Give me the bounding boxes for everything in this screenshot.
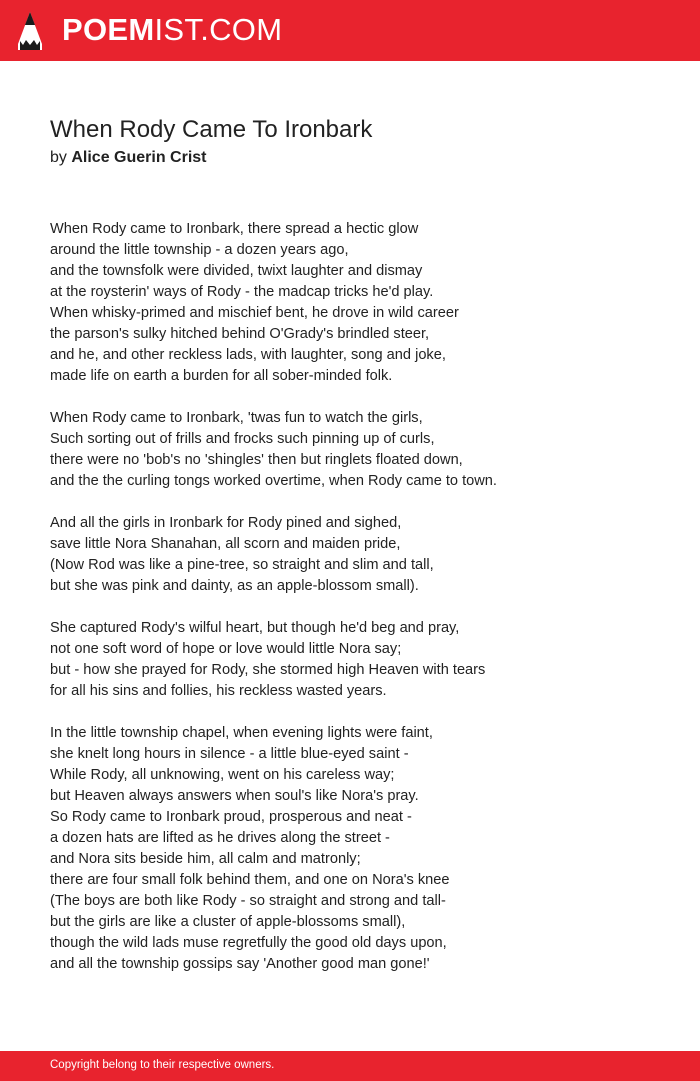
poem-line: (Now Rod was like a pine-tree, so straight and slim and tall, bbox=[50, 557, 434, 573]
poem-line: And all the girls in Ironbark for Rody pined and sighed, bbox=[50, 515, 402, 531]
poem-line: and the townsfolk were divided, twixt laughter and dismay bbox=[50, 263, 423, 279]
poem-line: there are four small folk behind them, and one on Nora's knee bbox=[50, 872, 450, 888]
poem-line: but she was pink and dainty, as an apple-blossom small). bbox=[50, 578, 419, 594]
poem-line: around the little township - a dozen years ago, bbox=[50, 242, 349, 258]
copyright-text: Copyright belong to their respective owners. bbox=[50, 1059, 275, 1071]
poem-line: made life on earth a burden for all sober-minded folk. bbox=[50, 368, 393, 384]
poem-line: Such sorting out of frills and frocks such pinning up of curls, bbox=[50, 431, 435, 447]
poem-line: but - how she prayed for Rody, she stormed high Heaven with tears bbox=[50, 662, 486, 678]
poem-line: When Rody came to Ironbark, 'twas fun to watch the girls, bbox=[50, 410, 423, 426]
poem-body bbox=[50, 219, 670, 996]
poem-line: and Nora sits beside him, all calm and matronly; bbox=[50, 851, 361, 867]
poem-title: When Rody Came To Ironbark bbox=[50, 116, 373, 143]
poem-line: but the girls are like a cluster of apple-blossoms small), bbox=[50, 914, 406, 930]
poem-stanza bbox=[50, 723, 670, 975]
poem-line: for all his sins and follies, his reckless wasted years. bbox=[50, 683, 387, 699]
poem-line: there were no 'bob's no 'shingles' then but ringlets floated down, bbox=[50, 452, 463, 468]
site-header bbox=[0, 0, 700, 61]
poem-line: While Rody, all unknowing, went on his careless way; bbox=[50, 767, 395, 783]
poem-line: not one soft word of hope or love would little Nora say; bbox=[50, 641, 402, 657]
by-label: by bbox=[50, 149, 67, 166]
poem-line: save little Nora Shanahan, all scorn and maiden pride, bbox=[50, 536, 401, 552]
poem-line: She captured Rody's wilful heart, but though he'd beg and pray, bbox=[50, 620, 460, 636]
poem-line: (The boys are both like Rody - so straight and strong and tall- bbox=[50, 893, 446, 909]
poem-line: and all the township gossips say 'Another good man gone!' bbox=[50, 956, 430, 972]
poem-line: she knelt long hours in silence - a little blue-eyed saint - bbox=[50, 746, 409, 762]
poem-line: at the roysterin' ways of Rody - the madcap tricks he'd play. bbox=[50, 284, 434, 300]
poem-line: So Rody came to Ironbark proud, prosperous and neat - bbox=[50, 809, 412, 825]
poem-line: a dozen hats are lifted as he drives along the street - bbox=[50, 830, 390, 846]
byline bbox=[50, 149, 207, 167]
poem-line: but Heaven always answers when soul's like Nora's pray. bbox=[50, 788, 419, 804]
poem-line: In the little township chapel, when evening lights were faint, bbox=[50, 725, 433, 741]
site-footer bbox=[0, 1051, 700, 1081]
logo-light-text: IST.COM bbox=[154, 12, 283, 47]
author-name: Alice Guerin Crist bbox=[71, 149, 207, 166]
poem-line: When whisky-primed and mischief bent, he drove in wild career bbox=[50, 305, 459, 321]
poem-stanza bbox=[50, 408, 670, 492]
poem-line: the parson's sulky hitched behind O'Grady's brindled steer, bbox=[50, 326, 430, 342]
logo-bold-text: POEM bbox=[62, 12, 155, 47]
poem-stanza bbox=[50, 618, 670, 702]
poem-line: and he, and other reckless lads, with laughter, song and joke, bbox=[50, 347, 446, 363]
poem-line: and the the curling tongs worked overtime, when Rody came to town. bbox=[50, 473, 497, 489]
site-logo[interactable] bbox=[62, 10, 282, 50]
pencil-icon[interactable] bbox=[17, 11, 43, 51]
poem-stanza bbox=[50, 513, 670, 597]
poem-line: When Rody came to Ironbark, there spread a hectic glow bbox=[50, 221, 419, 237]
poem-stanza bbox=[50, 219, 670, 387]
poem-line: though the wild lads muse regretfully the good old days upon, bbox=[50, 935, 447, 951]
